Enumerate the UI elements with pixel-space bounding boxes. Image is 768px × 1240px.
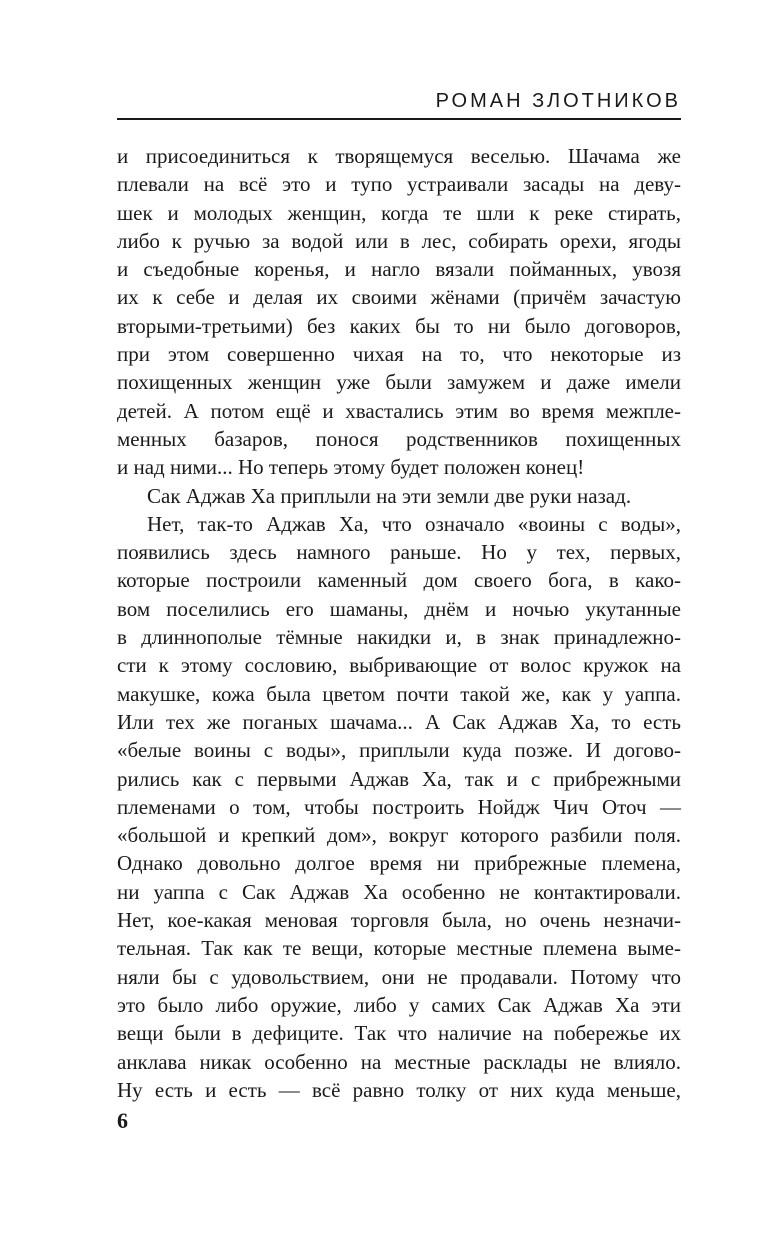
text-line: появились здесь намного раньше. Но у тех, первых, xyxy=(117,540,681,565)
page-number: 6 xyxy=(117,1108,128,1133)
text-line: похищенных женщин уже были замужем и даже имели xyxy=(117,370,681,395)
text-line: вещи были в дефиците. Так что наличие на побережье их xyxy=(117,1021,681,1046)
text-line: Нет, так-то Аджав Ха, что означало «воины с воды», xyxy=(147,511,681,536)
text-line: сти к этому сословию, выбривающие от волос кружок на xyxy=(117,653,681,678)
text-line: Однако довольно долгое время ни прибрежные племена, xyxy=(117,851,681,876)
text-line: Или тех же поганых шачама... А Сак Аджав Ха, то есть xyxy=(117,709,681,734)
text-line: и съедобные коренья, и нагло вязали пойманных, увозя xyxy=(117,257,681,282)
text-line: и присоединиться к творящемуся веселью. Шачама же xyxy=(117,144,681,168)
text-line: ни уаппа с Сак Аджав Ха особенно не контактировали. xyxy=(117,879,681,904)
text-line: шек и молодых женщин, когда те шли к реке стирать, xyxy=(117,200,681,225)
text-line: и над ними... Но теперь этому будет положен конец! xyxy=(117,455,585,480)
text-line: при этом совершенно чихая на то, что некоторые из xyxy=(117,342,681,367)
text-line: плевали на всё это и тупо устраивали засады на деву- xyxy=(117,172,681,197)
text-line: в длиннополые тёмные накидки и, в знак принадлежно- xyxy=(117,625,681,650)
text-line: Нет, кое-какая меновая торговля была, но очень незначи- xyxy=(117,908,681,933)
text-line: это было либо оружие, либо у самих Сак Аджав Ха эти xyxy=(117,992,681,1017)
running-head: РОМАН ЗЛОТНИКОВ xyxy=(435,90,681,112)
text-line: анклава никак особенно на местные расклады не влияло. xyxy=(117,1049,681,1074)
header-rule xyxy=(117,118,681,120)
text-line: няли бы с удовольствием, они не продавали. Потому что xyxy=(117,964,681,989)
text-line: «белые воины с воды», приплыли куда позже. И догово- xyxy=(117,738,681,763)
text-line: макушке, кожа была цветом почти такой же, как у уаппа. xyxy=(117,681,681,706)
text-line: менных базаров, понося родственников похищенных xyxy=(117,426,681,451)
body-text xyxy=(117,142,681,1104)
text-line: «большой и крепкий дом», вокруг которого разбили поля. xyxy=(117,823,681,848)
text-line: их к себе и делая их своими жёнами (причём зачастую xyxy=(117,285,681,310)
text-line: детей. А потом ещё и хвастались этим во время межпле- xyxy=(117,398,681,423)
text-line: вторыми-третьими) без каких бы то ни было договоров, xyxy=(117,313,681,338)
text-line: вом поселились его шаманы, днём и ночью укутанные xyxy=(117,596,681,621)
text-line: племенами о том, чтобы построить Нойдж Чич Оточ — xyxy=(117,794,681,819)
text-line: которые построили каменный дом своего бога, в како- xyxy=(117,568,681,593)
text-line: Ну есть и есть — всё равно толку от них куда меньше, xyxy=(117,1077,681,1102)
text-line: тельная. Так как те вещи, которые местные племена выме- xyxy=(117,936,681,961)
text-line: либо к ручью за водой или в лес, собирать орехи, ягоды xyxy=(117,228,681,253)
text-line: Сак Аджав Ха приплыли на эти земли две руки назад. xyxy=(147,483,632,508)
text-line: рились как с первыми Аджав Ха, так и с прибрежными xyxy=(117,766,681,791)
